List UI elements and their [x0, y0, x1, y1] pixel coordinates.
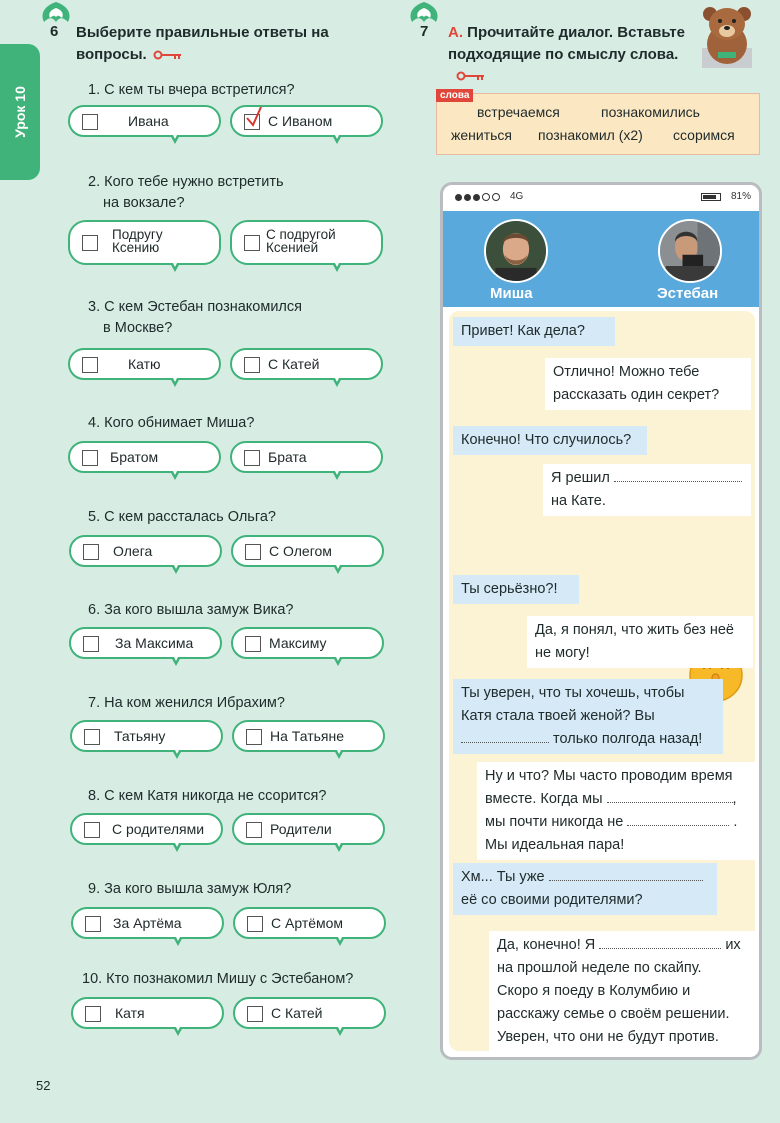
option-3a[interactable] — [68, 348, 221, 380]
task7-title-line1: Прочитайте диалог. Вставьте — [467, 24, 685, 41]
checkbox[interactable] — [245, 544, 261, 560]
option-label: С Иваном — [268, 113, 333, 129]
task7-number: 7 — [420, 23, 429, 40]
message-misha-3: Ты серьёзно?! — [453, 575, 579, 604]
lesson-tab-label: Урок 10 — [12, 86, 28, 138]
option-8a[interactable] — [70, 813, 223, 845]
message-misha-5: Хм... Ты уже её со своими родителями? — [453, 863, 717, 915]
question-5: 5. С кем рассталась Ольга? — [88, 509, 276, 525]
option-10a[interactable] — [71, 997, 224, 1029]
battery-icon — [701, 193, 721, 201]
option-10b[interactable] — [233, 997, 386, 1029]
option-label: Ивана — [128, 113, 169, 129]
option-label: Родители — [270, 821, 332, 837]
option-label: Катя — [115, 1005, 145, 1021]
message-esteban-2: Я решил на Кате. — [543, 464, 751, 516]
checkmark-icon — [245, 106, 263, 128]
option-label: На Татьяне — [270, 728, 344, 744]
option-2b[interactable]: С подругой Ксенией — [230, 220, 383, 265]
option-4a[interactable] — [68, 441, 221, 473]
word-bank-item: ссоримся — [673, 127, 735, 143]
question-10: 10. Кто познакомил Мишу с Эстебаном? — [82, 971, 354, 987]
message-misha-4: Ты уверен, что ты хочешь, чтобы Катя стала твоей женой? Вы только полгода назад! — [453, 679, 723, 754]
option-label: Брата — [268, 449, 307, 465]
message-misha-2: Конечно! Что случилось? — [453, 426, 647, 455]
option-2a[interactable]: Подругу Ксению — [68, 220, 221, 265]
question-2: 2. Кого тебе нужно встретить на вокзале? — [88, 174, 284, 211]
answer-blank[interactable] — [627, 811, 729, 826]
task7-title-line2: подходящие по смыслу слова. — [448, 46, 679, 63]
word-bank-item: жениться — [451, 127, 512, 143]
option-7a[interactable] — [70, 720, 223, 752]
checkbox[interactable] — [82, 235, 98, 251]
task7-letter: А. — [448, 24, 463, 41]
key-icon — [153, 50, 183, 60]
task6-title-line2: вопросы. — [76, 46, 147, 63]
checkbox[interactable] — [82, 450, 98, 466]
bear-mascot-icon — [698, 4, 756, 70]
answer-blank[interactable] — [607, 788, 733, 803]
question-6: 6. За кого вышла замуж Вика? — [88, 602, 294, 618]
question-9: 9. За кого вышла замуж Юля? — [88, 881, 292, 897]
username-misha: Миша — [490, 285, 533, 302]
checkbox[interactable] — [246, 822, 262, 838]
option-label: За Максима — [115, 635, 194, 651]
option-label: Братом — [110, 449, 159, 465]
option-9a[interactable] — [71, 907, 224, 939]
key-icon — [456, 71, 486, 81]
option-6a[interactable] — [69, 627, 222, 659]
status-bar — [443, 185, 759, 211]
option-1b[interactable] — [230, 105, 383, 137]
checkbox[interactable] — [83, 544, 99, 560]
option-5a[interactable] — [69, 535, 222, 567]
checkbox[interactable] — [244, 357, 260, 373]
option-1a[interactable] — [68, 105, 221, 137]
checkbox[interactable] — [84, 729, 100, 745]
checkbox[interactable] — [83, 636, 99, 652]
question-1: 1. С кем ты вчера встретился? — [88, 82, 295, 98]
lesson-tab — [0, 44, 40, 180]
question-3: 3. С кем Эстебан познакомился в Москве? — [88, 299, 302, 336]
message-esteban-3: Да, я понял, что жить без неё не могу! — [527, 616, 753, 668]
option-label: С Артёмом — [271, 915, 344, 931]
answer-blank[interactable] — [614, 467, 742, 482]
checkbox[interactable] — [84, 822, 100, 838]
option-label: Катю — [128, 356, 161, 372]
option-8b[interactable] — [232, 813, 385, 845]
option-label: Татьяну — [114, 728, 166, 744]
checkbox[interactable] — [247, 1006, 263, 1022]
chat-area — [449, 311, 755, 1051]
question-4: 4. Кого обнимает Миша? — [88, 415, 255, 431]
chat-header — [443, 211, 759, 307]
checkbox[interactable] — [85, 916, 101, 932]
message-esteban-1: Отлично! Можно тебе рассказать один секрет? — [545, 358, 751, 410]
task6-title-line1: Выберите правильные ответы на — [76, 24, 329, 41]
option-4b[interactable] — [230, 441, 383, 473]
task6-number: 6 — [50, 23, 59, 40]
option-7b[interactable] — [232, 720, 385, 752]
option-3b[interactable] — [230, 348, 383, 380]
checkbox[interactable] — [244, 235, 260, 251]
question-8: 8. С кем Катя никогда не ссорится? — [88, 788, 327, 804]
checkbox[interactable] — [82, 357, 98, 373]
option-9b[interactable] — [233, 907, 386, 939]
username-esteban: Эстебан — [657, 285, 719, 302]
word-bank-tag: слова — [436, 89, 473, 102]
word-bank-item: встречаемся — [477, 104, 560, 120]
option-label: За Артёма — [113, 915, 182, 931]
avatar-misha[interactable] — [484, 219, 548, 283]
option-label: С Катей — [271, 1005, 323, 1021]
checkbox[interactable] — [82, 114, 98, 130]
answer-blank[interactable] — [461, 728, 549, 743]
page-number: 52 — [36, 1078, 51, 1093]
checkbox[interactable] — [85, 1006, 101, 1022]
option-label: С родителями — [112, 821, 205, 837]
question-7: 7. На ком женился Ибрахим? — [88, 695, 285, 711]
checkbox[interactable] — [244, 450, 260, 466]
word-bank-item: познакомил (x2) — [538, 127, 643, 143]
task7-title — [448, 22, 685, 66]
answer-blank[interactable] — [549, 866, 703, 881]
checkbox[interactable] — [245, 636, 261, 652]
checkbox[interactable] — [247, 916, 263, 932]
option-label: Максиму — [269, 635, 327, 651]
battery-label: 81% — [730, 191, 751, 202]
avatar-esteban[interactable] — [658, 219, 722, 283]
message-esteban-5: Да, конечно! Я их на прошлой неделе по скайпу. Скоро я поеду в Колумбию и расскажу семье о своём решении. Уверен, что они не будут против. — [489, 931, 755, 1052]
word-bank — [436, 90, 760, 155]
task6-title — [76, 22, 329, 66]
signal-icon — [455, 192, 502, 203]
network-label: 4G — [510, 191, 524, 202]
checkbox[interactable] — [246, 729, 262, 745]
option-5b[interactable] — [231, 535, 384, 567]
option-label: С Катей — [268, 356, 320, 372]
answer-blank[interactable] — [599, 934, 721, 949]
option-6b[interactable] — [231, 627, 384, 659]
phone-mockup — [440, 182, 762, 1060]
message-esteban-4: Ну и что? Мы часто проводим время вместе. Когда мы , мы почти никогда не . Мы идеальная пара! — [477, 762, 755, 860]
message-misha-1: Привет! Как дела? — [453, 317, 615, 346]
word-bank-item: познакомились — [601, 104, 700, 120]
option-label: Олега — [113, 543, 153, 559]
option-label: С Олегом — [269, 543, 332, 559]
